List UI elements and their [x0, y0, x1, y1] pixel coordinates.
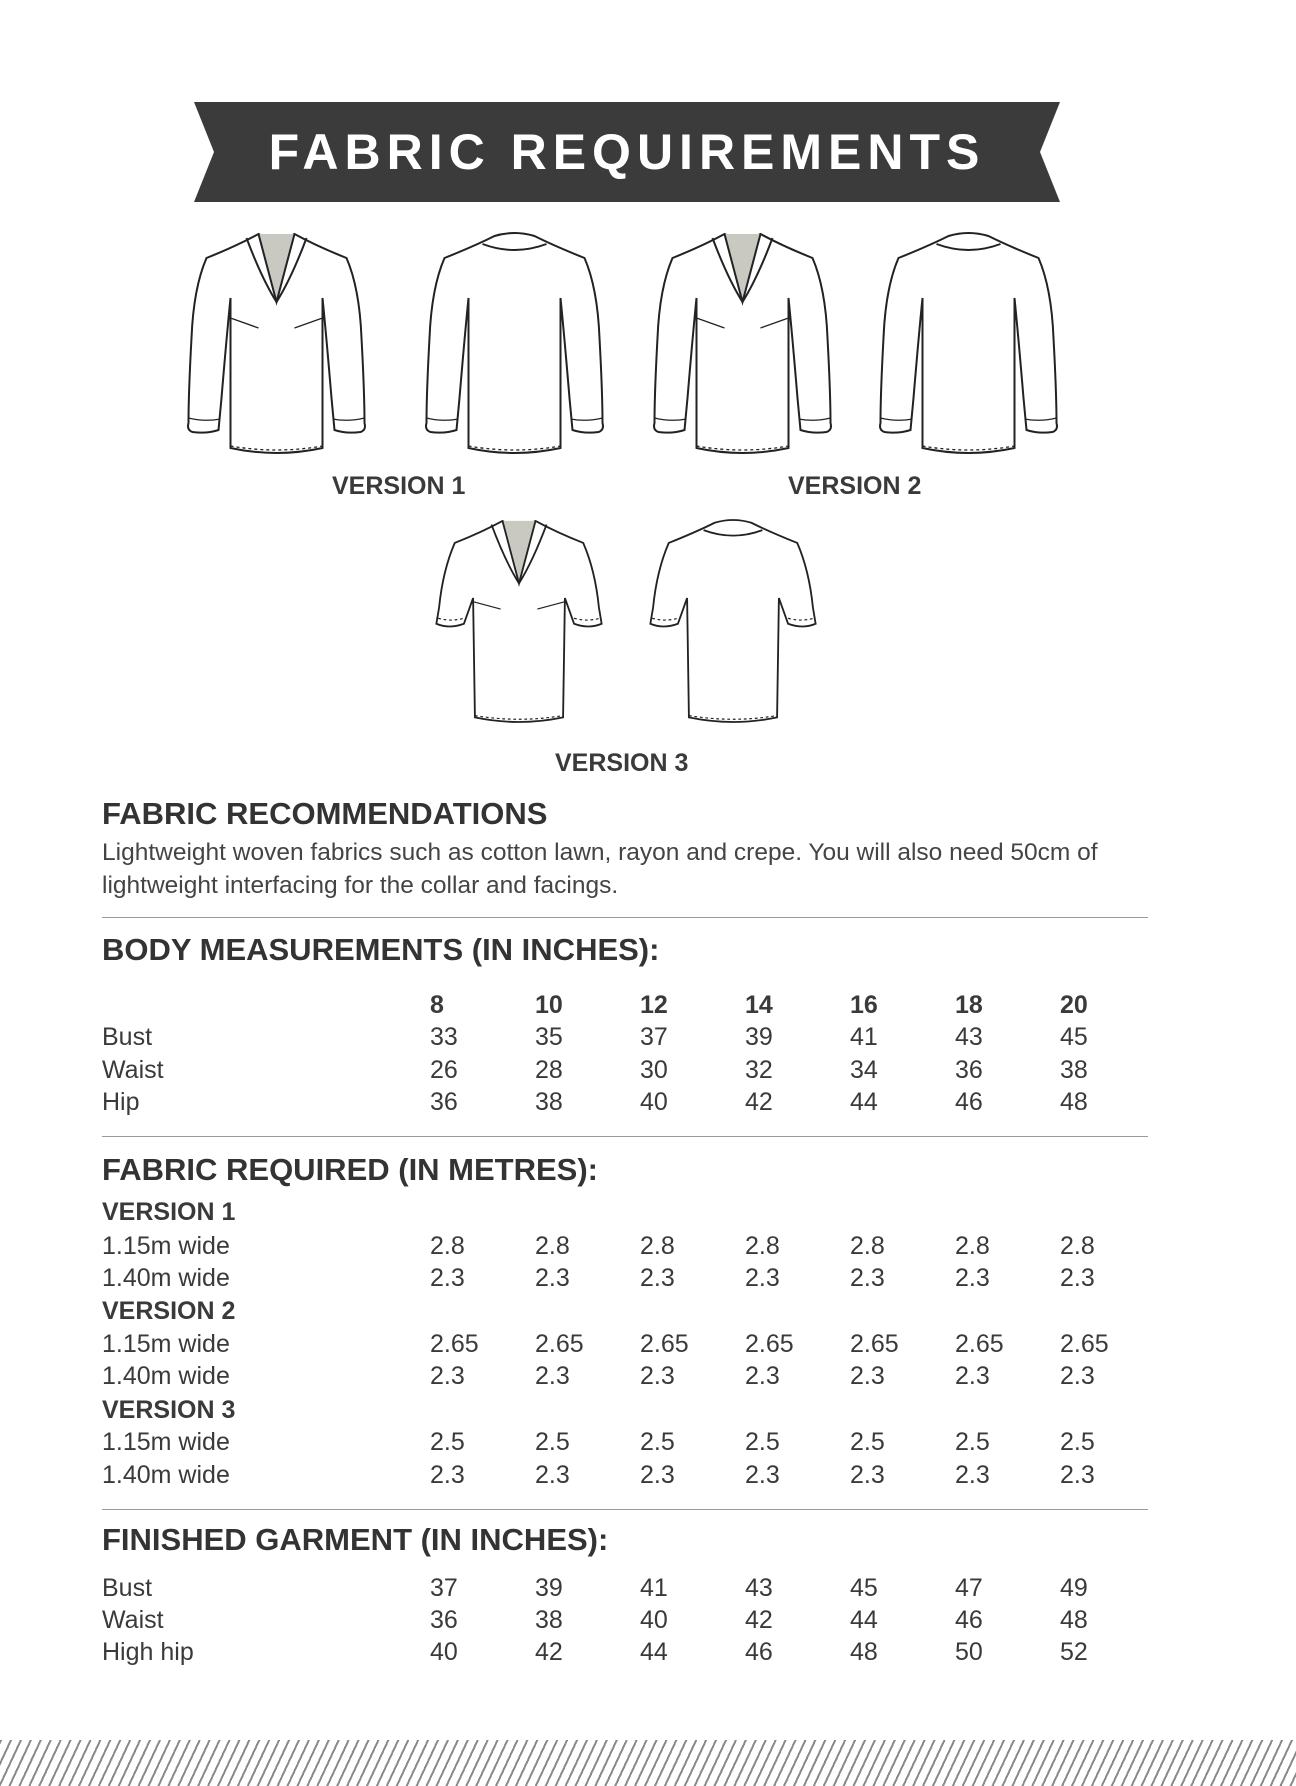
table-cell: 2.5	[535, 1428, 570, 1456]
size-header-row	[102, 991, 1202, 1023]
table-cell: 2.8	[535, 1232, 570, 1260]
table-cell: 48	[850, 1638, 878, 1666]
table-cell: 40	[640, 1606, 668, 1634]
table-cell: 2.3	[1060, 1362, 1095, 1390]
finished-garment-heading: FINISHED GARMENT (IN INCHES):	[102, 1522, 609, 1557]
table-cell: 48	[1060, 1088, 1088, 1116]
version-2-label: VERSION 2	[788, 472, 922, 500]
table-cell: 2.8	[850, 1232, 885, 1260]
table-cell: 2.3	[745, 1264, 780, 1292]
table-cell: 2.5	[955, 1428, 990, 1456]
table-cell: 2.65	[1060, 1330, 1109, 1358]
table-cell: 42	[745, 1088, 773, 1116]
table-cell: 2.65	[955, 1330, 1004, 1358]
row-label: Waist	[102, 1606, 164, 1634]
table-cell: 36	[430, 1088, 458, 1116]
table-cell: 46	[955, 1606, 983, 1634]
table-row	[102, 1088, 1202, 1120]
table-cell: 2.5	[640, 1428, 675, 1456]
table-cell: 44	[850, 1088, 878, 1116]
table-row	[102, 1264, 1202, 1296]
table-cell: 30	[640, 1056, 668, 1084]
table-cell: 2.3	[430, 1264, 465, 1292]
table-cell: 32	[745, 1056, 773, 1084]
table-cell: 37	[430, 1574, 458, 1602]
table-cell: 2.65	[850, 1330, 899, 1358]
table-cell: 2.5	[745, 1428, 780, 1456]
table-cell: 50	[955, 1638, 983, 1666]
table-cell: 37	[640, 1023, 668, 1051]
table-cell: 41	[640, 1574, 668, 1602]
row-label: Waist	[102, 1056, 164, 1084]
row-label: 1.15m wide	[102, 1330, 230, 1358]
table-cell: 43	[745, 1574, 773, 1602]
size-header: 14	[745, 991, 773, 1019]
table-row	[102, 1428, 1202, 1460]
version-2-back-illustration	[856, 218, 1081, 468]
fabric-recommendations-line-1: Lightweight woven fabrics such as cotton lawn, rayon and crepe. You will also need 50cm of	[102, 839, 1098, 866]
table-cell: 2.3	[955, 1362, 990, 1390]
table-cell: 39	[745, 1023, 773, 1051]
table-cell: 42	[745, 1606, 773, 1634]
table-row	[102, 1023, 1202, 1055]
table-cell: 2.3	[955, 1461, 990, 1489]
table-cell: 40	[640, 1088, 668, 1116]
fabric-recommendations-line-2: lightweight interfacing for the collar and facings.	[102, 872, 619, 899]
table-cell: 28	[535, 1056, 563, 1084]
size-header: 20	[1060, 991, 1088, 1019]
table-cell: 43	[955, 1023, 983, 1051]
version-3-front-illustration	[418, 496, 620, 746]
table-cell: 38	[1060, 1056, 1088, 1084]
body-measurements-heading: BODY MEASUREMENTS (IN INCHES):	[102, 932, 660, 967]
version-3-back-illustration	[632, 496, 834, 746]
table-cell: 2.3	[1060, 1461, 1095, 1489]
fabric-recommendations-heading: FABRIC RECOMMENDATIONS	[102, 796, 548, 831]
table-cell: 2.5	[430, 1428, 465, 1456]
table-cell: 38	[535, 1606, 563, 1634]
fabric-required-heading: FABRIC REQUIRED (IN METRES):	[102, 1152, 598, 1187]
table-cell: 41	[850, 1023, 878, 1051]
table-cell: 38	[535, 1088, 563, 1116]
row-label: High hip	[102, 1638, 194, 1666]
table-cell: 2.5	[1060, 1428, 1095, 1456]
version-1-back-illustration	[402, 218, 627, 468]
row-label: 1.40m wide	[102, 1362, 230, 1390]
table-cell: 2.3	[640, 1264, 675, 1292]
table-cell: 2.8	[430, 1232, 465, 1260]
table-cell: 2.3	[640, 1461, 675, 1489]
table-cell: 2.65	[535, 1330, 584, 1358]
row-label: Bust	[102, 1023, 153, 1051]
version-subheading-row	[102, 1396, 1202, 1428]
table-cell: 35	[535, 1023, 563, 1051]
table-cell: 2.8	[1060, 1232, 1095, 1260]
version-3-label: VERSION 3	[555, 749, 689, 777]
table-row	[102, 1232, 1202, 1264]
version-subheading-row	[102, 1297, 1202, 1329]
table-cell: 40	[430, 1638, 458, 1666]
page-title: FABRIC REQUIREMENTS	[268, 124, 986, 180]
table-cell: 2.3	[745, 1362, 780, 1390]
table-row	[102, 1606, 1202, 1638]
footer-stripe-pattern	[0, 1740, 1296, 1786]
table-cell: 44	[850, 1606, 878, 1634]
table-cell: 2.3	[535, 1264, 570, 1292]
row-label: 1.15m wide	[102, 1428, 230, 1456]
row-label: 1.40m wide	[102, 1264, 230, 1292]
table-cell: 47	[955, 1574, 983, 1602]
version-subheading: VERSION 1	[102, 1198, 236, 1226]
table-row	[102, 1461, 1202, 1493]
row-label: Bust	[102, 1574, 153, 1602]
table-cell: 45	[1060, 1023, 1088, 1051]
size-header: 10	[535, 991, 563, 1019]
table-cell: 2.65	[640, 1330, 689, 1358]
title-banner	[194, 102, 1060, 202]
table-cell: 2.3	[535, 1362, 570, 1390]
table-cell: 2.3	[1060, 1264, 1095, 1292]
table-row	[102, 1574, 1202, 1606]
table-cell: 2.3	[850, 1264, 885, 1292]
table-cell: 36	[430, 1606, 458, 1634]
size-header: 8	[430, 991, 444, 1019]
table-cell: 2.3	[850, 1461, 885, 1489]
table-cell: 2.3	[535, 1461, 570, 1489]
table-cell: 48	[1060, 1606, 1088, 1634]
table-cell: 2.8	[745, 1232, 780, 1260]
size-header: 16	[850, 991, 878, 1019]
version-subheading: VERSION 2	[102, 1297, 236, 1325]
size-header: 12	[640, 991, 668, 1019]
divider	[102, 917, 1148, 918]
table-row	[102, 1056, 1202, 1088]
table-cell: 45	[850, 1574, 878, 1602]
size-header: 18	[955, 991, 983, 1019]
table-cell: 2.3	[955, 1264, 990, 1292]
table-cell: 2.65	[745, 1330, 794, 1358]
table-cell: 2.3	[745, 1461, 780, 1489]
divider	[102, 1509, 1148, 1510]
table-cell: 26	[430, 1056, 458, 1084]
version-subheading-row	[102, 1198, 1202, 1230]
table-cell: 2.8	[640, 1232, 675, 1260]
row-label: 1.15m wide	[102, 1232, 230, 1260]
divider	[102, 1136, 1148, 1137]
table-cell: 2.3	[640, 1362, 675, 1390]
table-cell: 49	[1060, 1574, 1088, 1602]
version-1-front-illustration	[164, 218, 389, 468]
table-row	[102, 1330, 1202, 1362]
table-cell: 2.3	[850, 1362, 885, 1390]
fabric-recommendations-text	[102, 836, 1152, 902]
table-row	[102, 1362, 1202, 1394]
table-cell: 2.65	[430, 1330, 479, 1358]
table-cell: 44	[640, 1638, 668, 1666]
row-label: Hip	[102, 1088, 140, 1116]
version-2-front-illustration	[630, 218, 855, 468]
table-cell: 36	[955, 1056, 983, 1084]
table-cell: 34	[850, 1056, 878, 1084]
table-cell: 2.5	[850, 1428, 885, 1456]
table-cell: 2.8	[955, 1232, 990, 1260]
table-cell: 52	[1060, 1638, 1088, 1666]
row-label: 1.40m wide	[102, 1461, 230, 1489]
table-row	[102, 1638, 1202, 1670]
table-cell: 2.3	[430, 1362, 465, 1390]
table-cell: 2.3	[430, 1461, 465, 1489]
version-1-label: VERSION 1	[332, 472, 466, 500]
table-cell: 39	[535, 1574, 563, 1602]
table-cell: 46	[745, 1638, 773, 1666]
version-subheading: VERSION 3	[102, 1396, 236, 1424]
table-cell: 42	[535, 1638, 563, 1666]
table-cell: 46	[955, 1088, 983, 1116]
table-cell: 33	[430, 1023, 458, 1051]
